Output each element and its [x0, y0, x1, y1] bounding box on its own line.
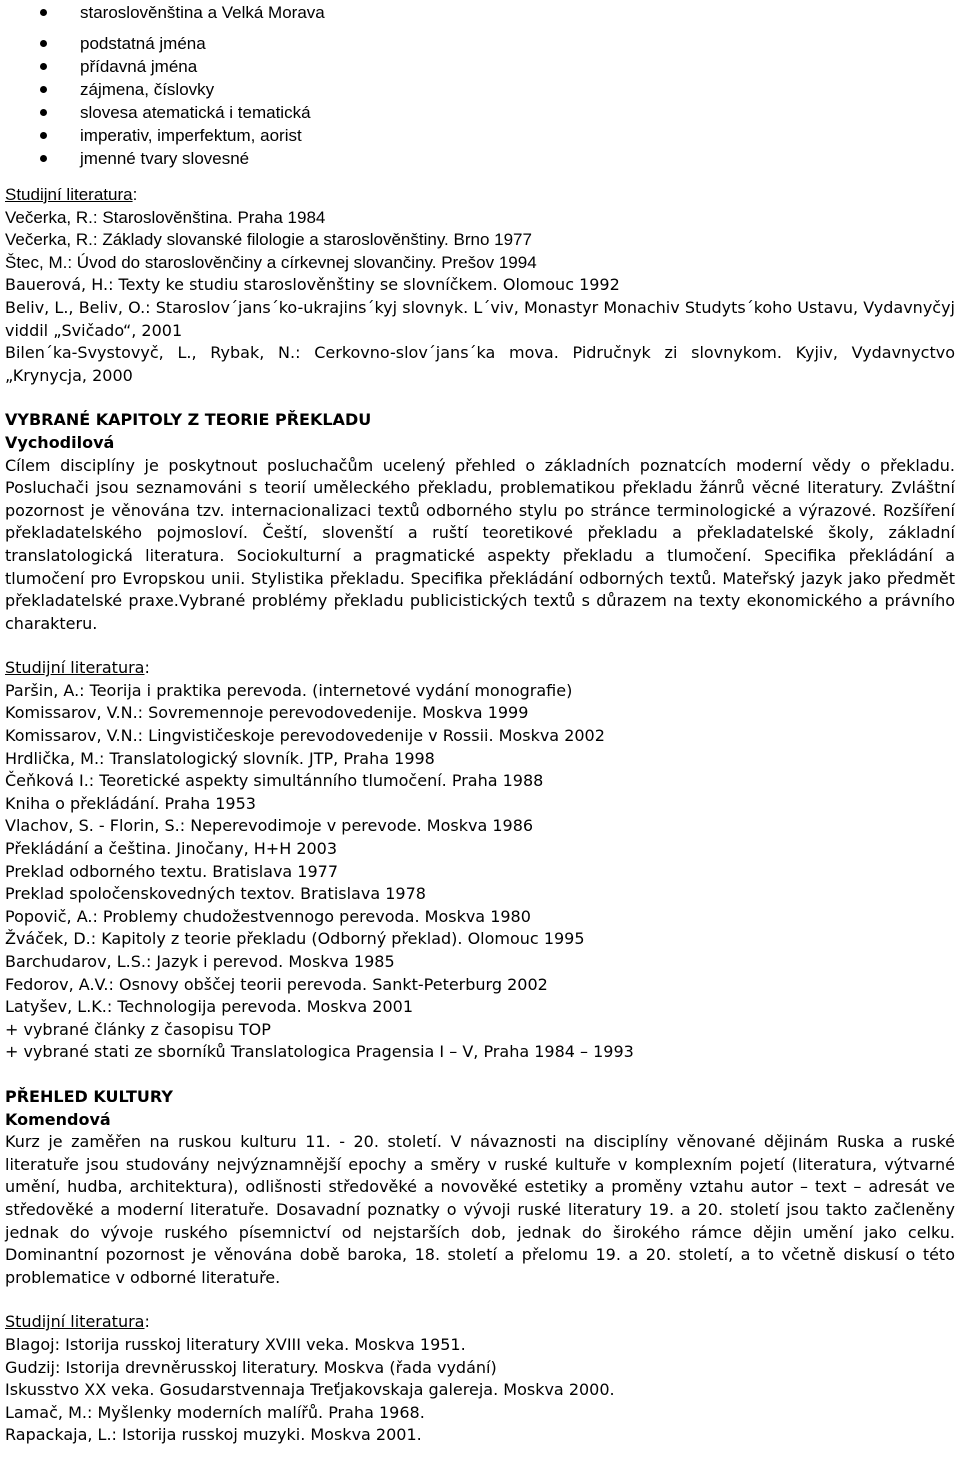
section-teacher: Komendová: [5, 1109, 111, 1129]
bullet-icon: [40, 155, 47, 162]
reference-item: Komissarov, V.N.: Lingvističeskoje perevodovedenije v Rossii. Moskva 2002: [5, 726, 605, 746]
bullet-icon: [40, 86, 47, 93]
reference-item: Rapackaja, L.: Istorija russkoj muzyki. Moskva 2001.: [5, 1425, 422, 1445]
reference-item: Kniha o překládání. Praha 1953: [5, 793, 256, 813]
bullet-icon: [40, 63, 47, 70]
reference-item: Popovič, A.: Problemy chudožestvennogo perevoda. Moskva 1980: [5, 906, 531, 926]
reference-item: Preklad odborného textu. Bratislava 1977: [5, 861, 339, 881]
list-item: [5, 78, 955, 101]
reference-item: Blagoj: Istorija russkoj literatury XVIII veka. Moskva 1951.: [5, 1334, 466, 1354]
section-description: Cílem disciplíny je poskytnout posluchačům ucelený přehled o základních poznatcích moderní vědy o překladu. Posluchači jsou seznamováni s teorií uměleckého překladu, problematikou překladu žánrů věcné literatury. Zvláštní pozornost je věnována tzv. internacionalizaci textů odborného stylu po stránce terminologické a výrazové. Rozšíření překladatelského pojmosloví. Čeští, slovenští a ruští teoretikové překladu a překladatelské školy, základní translatologická literatura. Sociokulturní a pragmatické aspekty překladu a tlumočení. Specifika překládání a tlumočení pro Evropskou unii. Stylistika překladu. Specifika překládání odborných textů. Mateřský jazyk jako předmět překladatelské praxe.Vybrané problémy překladu publicistických textů s důrazem na texty ekonomického a právního charakteru.: [5, 455, 955, 633]
study-literature-label: Studijní literatura:: [5, 1312, 150, 1332]
reference-item: Večerka, R.: Základy slovanské filologie a staroslověnštiny. Brno 1977: [5, 230, 532, 250]
topic-list-top: [5, 1, 955, 24]
list-item: [5, 101, 955, 124]
reference-item: Lamač, M.: Myšlenky moderních malířů. Praha 1968.: [5, 1402, 425, 1422]
list-item-text: podstatná jména: [80, 34, 206, 53]
list-item: [5, 1, 955, 24]
reference-item: Gudzij: Istorija drevněrusskoj literatury. Moskva (řada vydání): [5, 1357, 497, 1377]
section-title: VYBRANÉ KAPITOLY Z TEORIE PŘEKLADU: [5, 410, 372, 430]
topic-list: [5, 32, 955, 170]
reference-item: + vybrané články z časopisu TOP: [5, 1019, 271, 1039]
reference-item: Hrdlička, M.: Translatologický slovník. JTP, Praha 1998: [5, 748, 435, 768]
reference-item: Beliv, L., Beliv, O.: Staroslov´jans´ko-ukrajins´kyj slovnyk. L´viv, Monastyr Monachiv Studyts´koho Ustavu, Vydavnyčyj viddil „Svičado“, 2001: [5, 297, 955, 340]
reference-item: Barchudarov, L.S.: Jazyk i perevod. Moskva 1985: [5, 952, 395, 971]
list-item: [5, 147, 955, 170]
list-item: [5, 55, 955, 78]
reference-item: Žváček, D.: Kapitoly z teorie překladu (Odborný překlad). Olomouc 1995: [5, 929, 585, 949]
reference-item: Fedorov, A.V.: Osnovy obščej teorii perevoda. Sankt-Peterburg 2002: [5, 974, 548, 994]
bullet-icon: [40, 9, 47, 16]
reference-item: Preklad spoločenskovedných textov. Bratislava 1978: [5, 884, 426, 904]
list-item-text: zájmena, číslovky: [80, 80, 215, 99]
study-literature-label: Studijní literatura:: [5, 658, 150, 678]
document-page: [5, 0, 955, 1447]
bullet-icon: [40, 40, 47, 47]
reference-item: Večerka, R.: Staroslověnština. Praha 1984: [5, 207, 326, 227]
reference-item: Překládání a čeština. Jinočany, H+H 2003: [5, 839, 338, 859]
reference-item: Štec, M.: Úvod do staroslověnčiny a církevnej slovančiny. Prešov 1994: [5, 252, 537, 272]
reference-item: Paršin, A.: Teorija i praktika perevoda. (internetové vydání monografie): [5, 680, 573, 700]
list-item-text: staroslověnština a Velká Morava: [80, 3, 325, 22]
reference-item: Čeňková I.: Teoretické aspekty simultánního tlumočení. Praha 1988: [5, 771, 544, 791]
list-item-text: jmenné tvary slovesné: [80, 149, 250, 168]
reference-item: Iskusstvo XX veka. Gosudarstvennaja Treťjakovskaja galereja. Moskva 2000.: [5, 1380, 615, 1400]
study-literature-label: Studijní literatura:: [5, 185, 138, 204]
list-item: [5, 124, 955, 147]
section-teacher: Vychodilová: [5, 432, 115, 452]
section-description: Kurz je zaměřen na ruskou kulturu 11. - 20. století. V návaznosti na disciplíny věnované dějinám Ruska a ruské literatuře jsou studovány nejvýznamnější epochy a směry v ruské kultuře v komplexním pojetí (literatura, výtvarné umění, hudba, architektura), odlišnosti středověké a novověké estetiky a proměny vztahu autor – text – adresát ve středověké a moderní literatuře. Dosavadní poznatky o vývoji ruské literatury 19. a 20. století jsou takto začleněny jednak do vývoje ruského písemnictví od nejstarších dob, jednak do širokého rámce dějin umění jako celku. Dominantní pozornost je věnována době baroka, 18. století a přelomu 19. a 20. století, a to včetně diskusí o této problematice v odborné literatuře.: [5, 1132, 955, 1287]
reference-item: Bauerová, H.: Texty ke studiu staroslověnštiny se slovníčkem. Olomouc 1992: [5, 275, 620, 295]
reference-item: Komissarov, V.N.: Sovremennoje perevodovedenije. Moskva 1999: [5, 703, 529, 723]
reference-item: + vybrané stati ze sborníků Translatologica Pragensia I – V, Praha 1984 – 1993: [5, 1042, 634, 1062]
list-item-text: slovesa atematická i tematická: [80, 103, 311, 122]
bullet-icon: [40, 132, 47, 139]
list-item-text: imperativ, imperfektum, aorist: [80, 126, 302, 145]
section-title: PŘEHLED KULTURY: [5, 1086, 173, 1106]
list-item: [5, 32, 955, 55]
list-item-text: přídavná jména: [80, 57, 198, 76]
reference-item: Vlachov, S. - Florin, S.: Neperevodimoje v perevode. Moskva 1986: [5, 816, 534, 836]
reference-item: Bilen´ka-Svystovyč, L., Rybak, N.: Cerkovno-slov´jans´ka mova. Pidručnyk zi slovnykom. Kyjiv, Vydavnyctvo „Krynycja, 2000: [5, 343, 955, 385]
bullet-icon: [40, 109, 47, 116]
reference-item: Latyšev, L.K.: Technologija perevoda. Moskva 2001: [5, 997, 414, 1017]
